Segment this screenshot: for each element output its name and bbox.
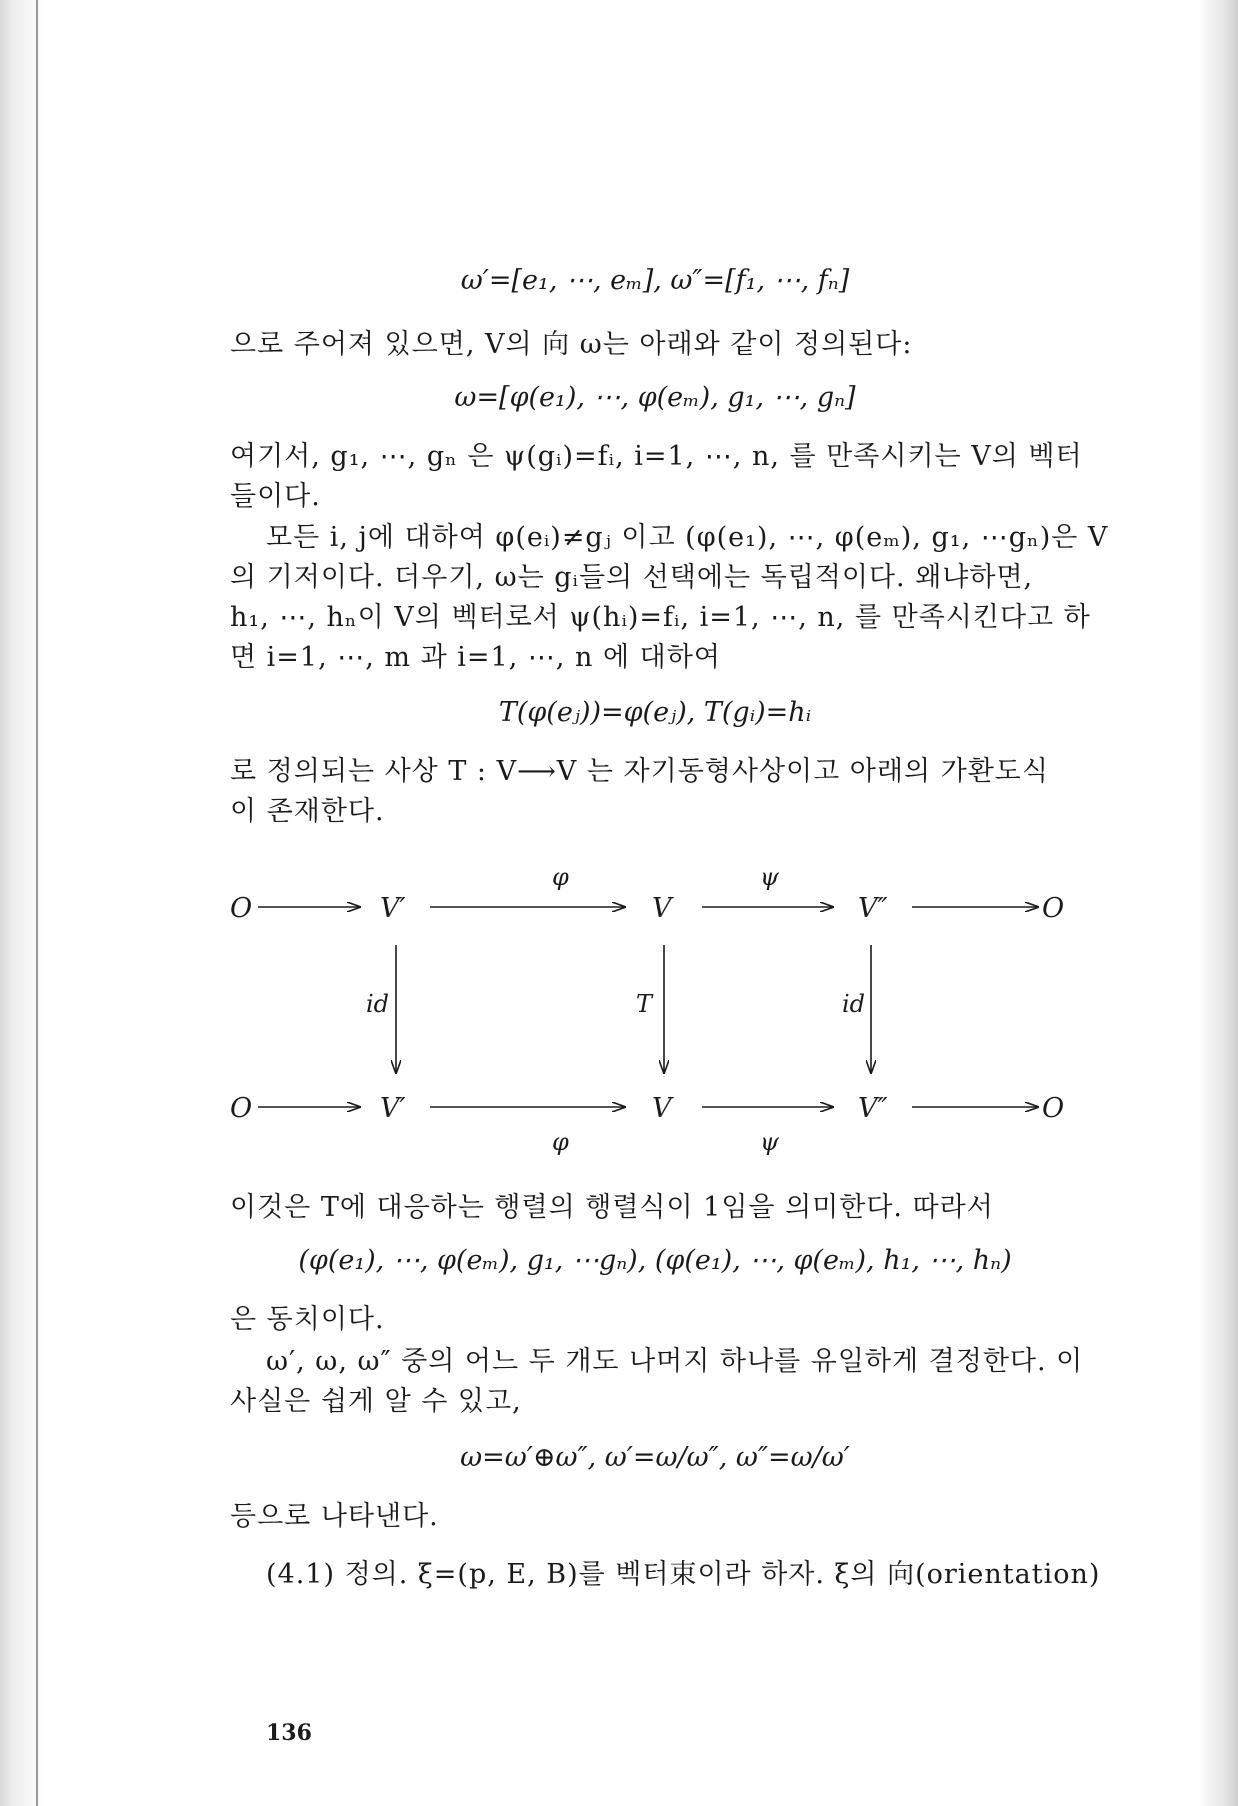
equation-T-map: T(φ(eⱼ))=φ(eⱼ), T(gᵢ)=hᵢ: [498, 697, 812, 728]
page-number: 136: [266, 1720, 312, 1746]
text-line: ω′, ω, ω″ 중의 어느 두 개도 나머지 하나를 유일하게 결정한다. 이: [266, 1346, 1084, 1377]
diagram-bottom-Vprime: V′: [380, 1093, 406, 1124]
diagram-vertical-label-id-left: id: [366, 990, 390, 1018]
equation-omega-prime: ω′=[e₁, ⋯, eₘ], ω″=[f₁, ⋯, fₙ]: [460, 265, 850, 296]
text-line: 은 동치이다.: [230, 1304, 385, 1335]
diagram-top-Vprime: V′: [380, 893, 406, 924]
equation-equivalent-bases: (φ(e₁), ⋯, φ(eₘ), g₁, ⋯gₙ), (φ(e₁), ⋯, φ(eₘ), h₁, ⋯, hₙ): [298, 1245, 1012, 1276]
equation-omega: ω=[φ(e₁), ⋯, φ(eₘ), g₁, ⋯, gₙ]: [454, 382, 856, 413]
definition-4-1: [230, 1555, 1101, 1595]
text-line: 로 정의되는 사상 T : V⟶V 는 자기동형사상이고 아래의 가환도식: [230, 756, 1049, 787]
text-line: 등으로 나타낸다.: [230, 1501, 439, 1532]
text-line: 면 i=1, ⋯, m 과 i=1, ⋯, n 에 대하여: [230, 642, 721, 673]
diagram-vertical-label-T: T: [636, 990, 653, 1018]
diagram-bottom-O-left: O: [230, 1093, 253, 1124]
paragraph-automorphism: [230, 752, 1080, 832]
text-line: 의 기저이다. 더우기, ω는 gᵢ들의 선택에는 독립적이다. 왜냐하면,: [230, 562, 1034, 593]
paragraph-equivalent: [230, 1300, 1080, 1340]
text-line: 이 존재한다.: [230, 796, 385, 827]
page: [230, 0, 1109, 1806]
text-line: (4.1) 정의. ξ=(p, E, B)를 벡터束이라 하자. ξ의 向(orientation): [266, 1559, 1101, 1590]
text-line: 여기서, g₁, ⋯, gₙ 은 ψ(gᵢ)=fᵢ, i=1, ⋯, n, 를 만족시키는 V의 벡터: [230, 441, 1083, 472]
paragraph-denote: [230, 1497, 1080, 1537]
page-edge-line: [36, 0, 38, 1806]
diagram-bottom-O-right: O: [1042, 1093, 1065, 1124]
book-edge-shadow: [1198, 0, 1238, 1806]
diagram-bottom-label-phi: φ: [552, 1128, 569, 1156]
text-line: 사실은 쉽게 알 수 있고,: [230, 1386, 522, 1417]
text-line: 모든 i, j에 대하여 φ(eᵢ)≠gⱼ 이고 (φ(e₁), ⋯, φ(eₘ), g₁, ⋯gₙ)은 V: [266, 522, 1109, 553]
diagram-bottom-V: V: [652, 1093, 672, 1124]
paragraph-where: [230, 437, 1083, 517]
diagram-top-Vdoubleprime: V″: [858, 893, 888, 924]
text-line: 들이다.: [230, 481, 321, 512]
diagram-top-V: V: [652, 893, 672, 924]
paragraph-determine: [230, 1342, 1084, 1422]
diagram-top-label-psi: ψ: [760, 863, 779, 891]
diagram-top-O-right: O: [1042, 893, 1065, 924]
diagram-top-O-left: O: [230, 893, 253, 924]
equation-direct-sum: ω=ω′⊕ω″, ω′=ω/ω″, ω″=ω/ω′: [460, 1442, 850, 1473]
diagram-top-label-phi: φ: [552, 863, 569, 891]
commutative-diagram: [230, 855, 1080, 1165]
diagram-vertical-label-id-right: id: [842, 990, 866, 1018]
paragraph-defined: [230, 325, 1080, 365]
paragraph-determinant: [230, 1188, 1080, 1228]
paragraph-basis: [230, 518, 1109, 678]
text-line: 으로 주어져 있으면, V의 向 ω는 아래와 같이 정의된다:: [230, 329, 913, 360]
text-line: h₁, ⋯, hₙ이 V의 벡터로서 ψ(hᵢ)=fᵢ, i=1, ⋯, n, 를 만족시킨다고 하: [230, 602, 1091, 633]
book-spine-shadow: [0, 0, 46, 1806]
diagram-bottom-label-psi: ψ: [760, 1128, 779, 1156]
diagram-bottom-Vdoubleprime: V″: [858, 1093, 888, 1124]
text-line: 이것은 T에 대응하는 행렬의 행렬식이 1임을 의미한다. 따라서: [230, 1192, 994, 1223]
